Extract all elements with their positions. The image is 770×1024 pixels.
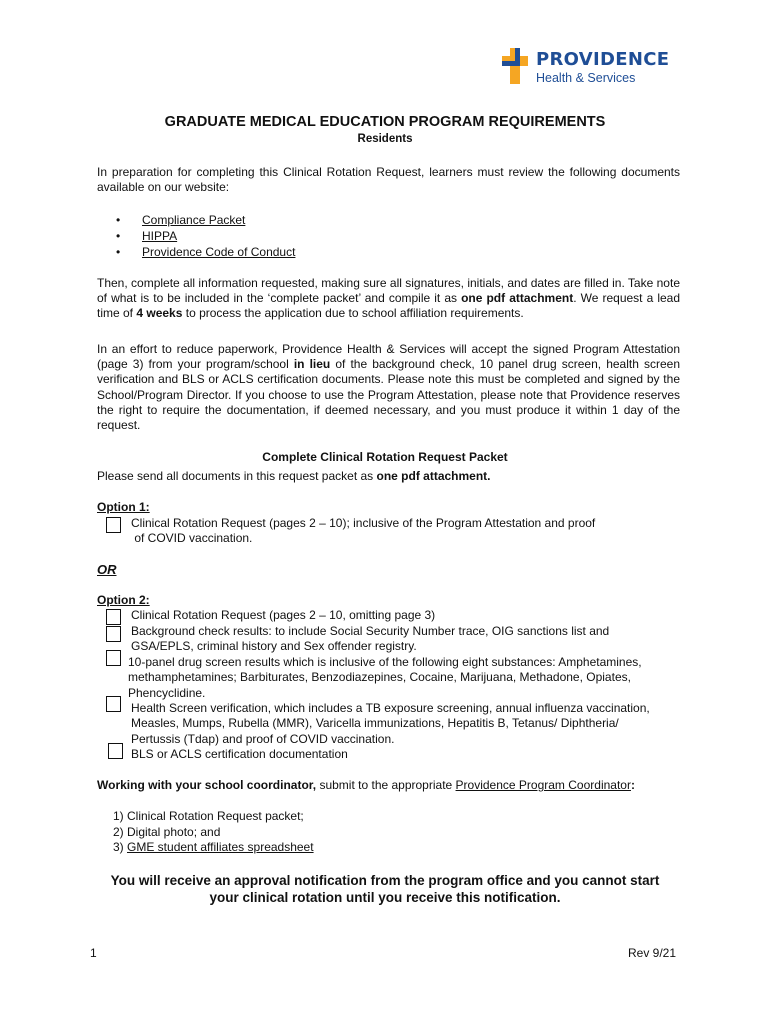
step-2: 2) Digital photo; and (113, 824, 221, 839)
step-1: 1) Clinical Rotation Request packet; (113, 809, 304, 823)
gme-spreadsheet-link[interactable]: GME student affiliates spreadsheet (127, 840, 314, 855)
list-item (116, 228, 295, 244)
option-2-checkbox-2[interactable] (106, 626, 121, 642)
option-2-checkbox-5[interactable] (108, 743, 123, 759)
option-2-item-3: 10-panel drug screen results which is inclusive of the following eight substances: Amphetamines, methamphetamines; Barbiturates, Benzodiazepines, Cocaine, Marijuana, Methadone, Opiates, Phencyclidine. (128, 655, 642, 700)
resource-link-list (116, 212, 295, 260)
logo-subtitle: Health & Services (536, 71, 636, 85)
list-item (116, 212, 295, 228)
providence-logo (500, 46, 680, 90)
option-1-item-text: Clinical Rotation Request (pages 2 – 10); inclusive of the Program Attestation and proof of COVID vaccination. (131, 516, 596, 546)
option-1-label: Option 1: (97, 500, 150, 514)
option-2-item-4: Health Screen verification, which includes a TB exposure screening, annual influenza vaccination, Measles, Mumps, Rubella (MMR), Varicella immunizations, Hepatitis B, Tetanus/ Diphtheria/ Pertussis (Tdap) and proof of COVID vaccination. (131, 701, 650, 746)
program-coordinator-link[interactable]: Providence Program Coordinator (455, 778, 631, 792)
option-2-item-5: BLS or ACLS certification documentation (131, 747, 348, 761)
list-item (116, 244, 295, 260)
packet-instruction: Please send all documents in this request packet as one pdf attachment. (97, 469, 491, 483)
step-3: 3) GME student affiliates spreadsheet (113, 840, 314, 855)
option-1-checkbox[interactable] (106, 517, 121, 533)
option-2-label: Option 2: (97, 593, 150, 607)
compliance-packet-link[interactable]: Compliance Packet (142, 213, 246, 227)
attestation-paragraph: In an effort to reduce paperwork, Providence Health & Services will accept the signed Program Attestation (page 3) from your program/school in lieu of the background check, 10 panel drug screen, health screen verification and BLS or ACLS certification documents. Please note this must be completed and signed by the School/Program Director. If you choose to use the Program Attestation, please note that Providence reserves the right to require the documentation, if deemed necessary, and you must produce it within 1 day of the request. (97, 342, 680, 433)
logo-brand: PROVIDENCE (536, 49, 670, 70)
option-2-checkbox-4[interactable] (106, 696, 121, 712)
revision-label: Rev 9/21 (628, 946, 677, 960)
or-separator: OR (97, 562, 117, 577)
coordinator-paragraph: Working with your school coordinator, submit to the appropriate Providence Program Coordinator: (97, 778, 635, 792)
providence-cross-icon (500, 46, 530, 86)
instructions-paragraph: Then, complete all information requested, making sure all signatures, initials, and dates are filled in. Take note of what is to be included in the ‘complete packet’ and compile it as one pdf attachment. We request a lead time of 4 weeks to process the application due to school affiliation requirements. (97, 276, 681, 321)
option-2-checkbox-3[interactable] (106, 650, 121, 666)
option-2-item-2: Background check results: to include Social Security Number trace, OIG sanctions list and GSA/EPLS, criminal history and Sex offender registry. (131, 624, 610, 654)
document-title: GRADUATE MEDICAL EDUCATION PROGRAM REQUIREMENTS (164, 114, 606, 130)
intro-paragraph: In preparation for completing this Clinical Rotation Request, learners must review the following documents available on our website: (97, 165, 680, 195)
coordinator-steps (113, 809, 613, 856)
page-number: 1 (90, 946, 97, 960)
packet-heading: Complete Clinical Rotation Request Packet (262, 450, 508, 464)
approval-notice: You will receive an approval notification from the program office and you cannot start your clinical rotation until you receive this notification. (110, 873, 660, 905)
document-subtitle: Residents (357, 133, 413, 145)
option-2-item-1: Clinical Rotation Request (pages 2 – 10, omitting page 3) (131, 608, 436, 622)
code-of-conduct-link[interactable]: Providence Code of Conduct (142, 245, 296, 259)
option-2-checkbox-1[interactable] (106, 609, 121, 625)
hippa-link[interactable]: HIPPA (142, 229, 178, 243)
